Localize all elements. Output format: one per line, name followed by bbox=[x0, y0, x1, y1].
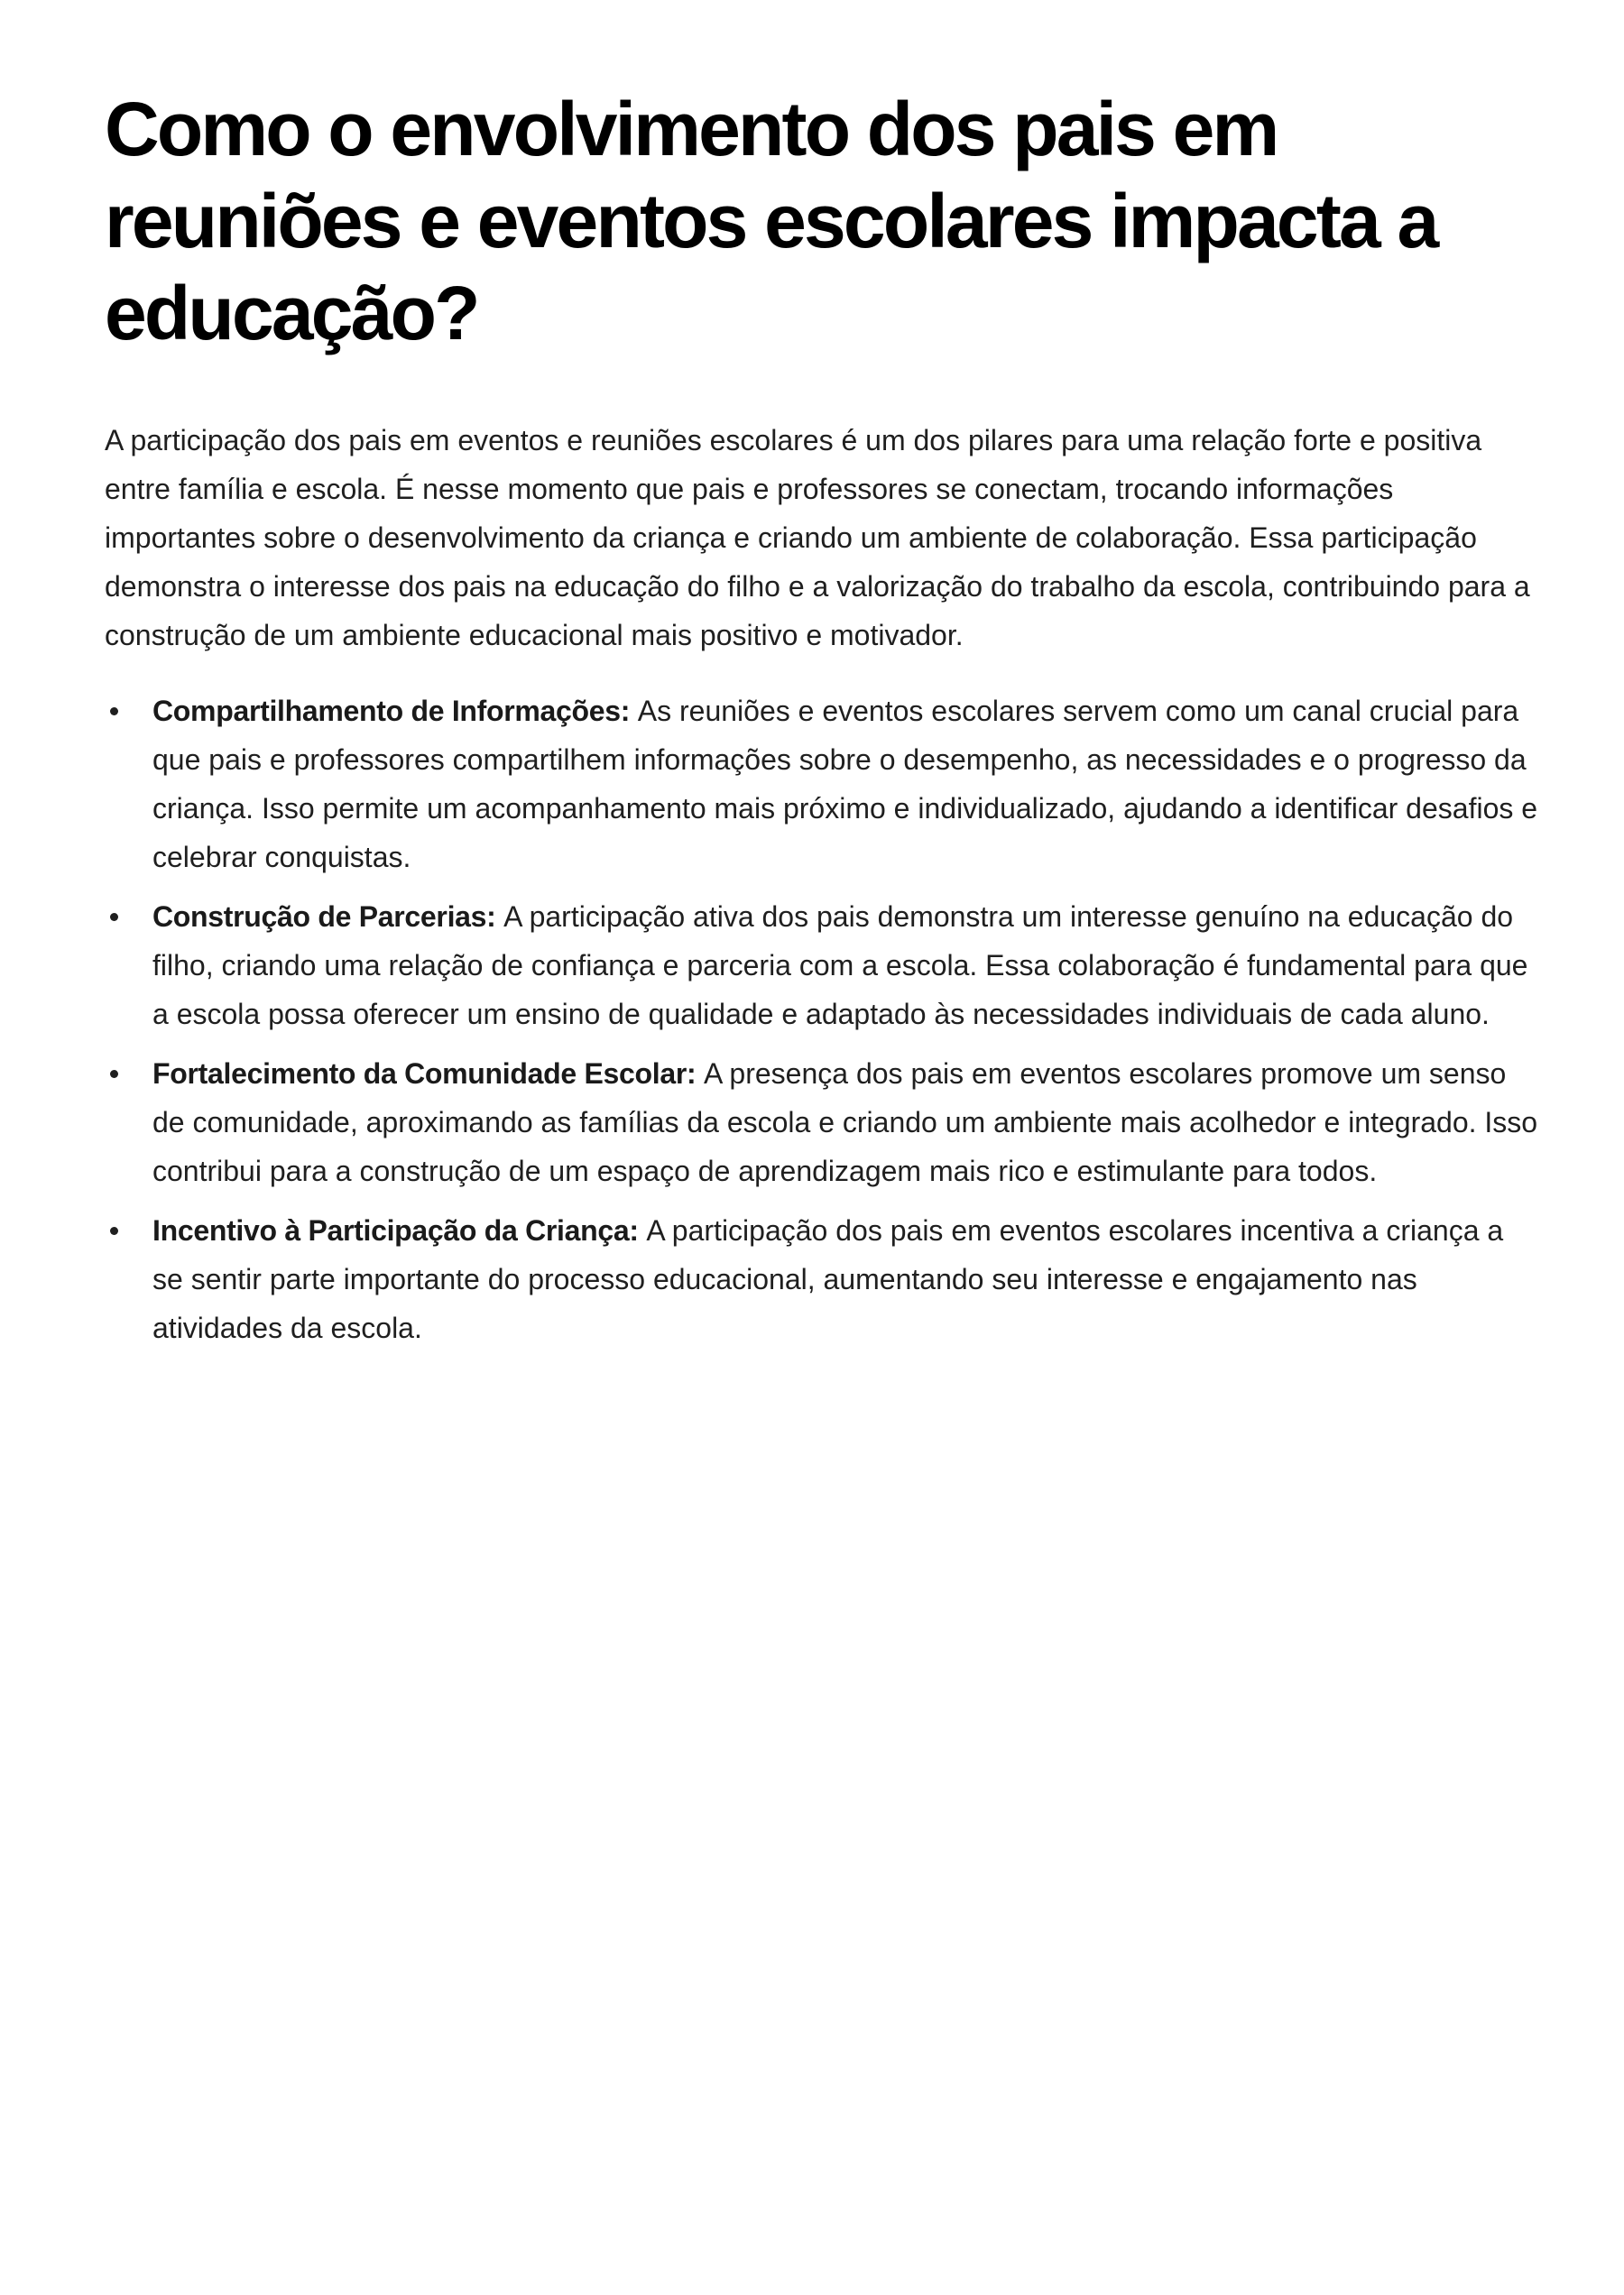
list-item bbox=[105, 687, 1539, 881]
item-text: As reuniões e eventos escolares servem como um canal crucial para que pais e professores compartilhem informações sobre o desempenho, as necessidades e o progresso da criança. Isso permite um acompanhamento mais próximo e individualizado, ajudando a identificar desafios e celebrar conquistas. bbox=[152, 695, 1538, 873]
key-points-list bbox=[105, 687, 1539, 1352]
bullet-icon bbox=[110, 1227, 118, 1235]
list-item bbox=[105, 1049, 1539, 1195]
item-term: Incentivo à Participação da Criança: bbox=[152, 1214, 647, 1247]
item-term: Fortalecimento da Comunidade Escolar: bbox=[152, 1057, 704, 1090]
item-term: Compartilhamento de Informações: bbox=[152, 695, 638, 727]
intro-paragraph: A participação dos pais em eventos e reuniões escolares é um dos pilares para uma relação forte e positiva entre família e escola. É nesse momento que pais e professores se conectam, trocando informações importantes sobre o desenvolvimento da criança e criando um ambiente de colaboração. Essa participação demonstra o interesse dos pais na educação do filho e a valorização do trabalho da escola, contribuindo para a construção de um ambiente educacional mais positivo e motivador. bbox=[105, 424, 1530, 651]
list-item bbox=[105, 1206, 1539, 1352]
bullet-icon bbox=[110, 913, 118, 921]
bullet-icon bbox=[110, 1070, 118, 1078]
list-item bbox=[105, 892, 1539, 1038]
item-text: A participação ativa dos pais demonstra um interesse genuíno na educação do filho, criando uma relação de confiança e parceria com a escola. Essa colaboração é fundamental para que a escola possa oferecer um ensino de qualidade e adaptado às necessidades individuais de cada aluno. bbox=[152, 900, 1528, 1030]
item-text: A presença dos pais em eventos escolares promove um senso de comunidade, aproximando as famílias da escola e criando um ambiente mais acolhedor e integrado. Isso contribui para a construção de um espaço de aprendizagem mais rico e estimulante para todos. bbox=[152, 1057, 1538, 1187]
bullet-icon bbox=[110, 707, 118, 715]
item-text: A participação dos pais em eventos escolares incentiva a criança a se sentir parte importante do processo educacional, aumentando seu interesse e engajamento nas atividades da escola. bbox=[152, 1214, 1504, 1344]
item-term: Construção de Parcerias: bbox=[152, 900, 504, 933]
document-page bbox=[105, 83, 1539, 1363]
page-title: Como o envolvimento dos pais em reuniões e eventos escolares impacta a educação? bbox=[105, 87, 1437, 355]
